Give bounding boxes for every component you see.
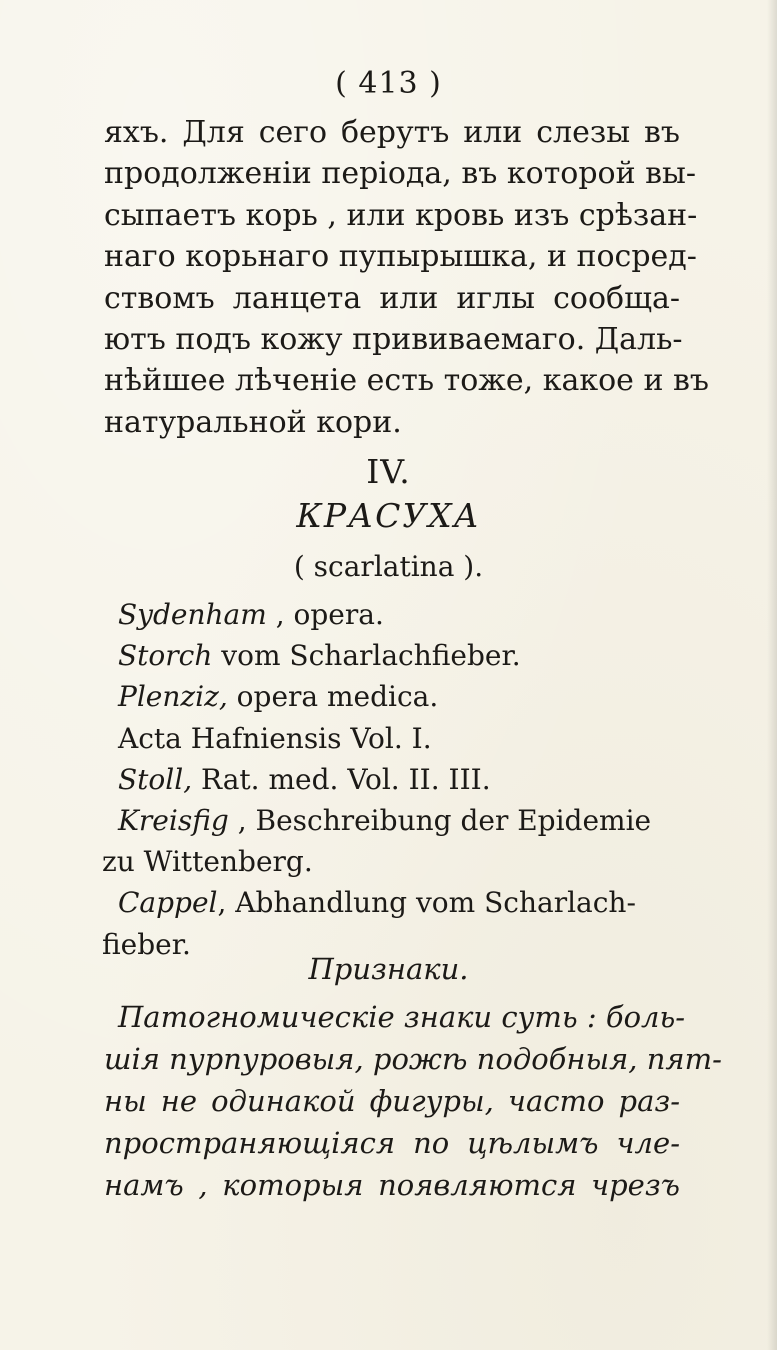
body-paragraph: [104, 112, 709, 443]
italic-line: ны не одинакой фигуры, часто раз-: [104, 1084, 680, 1118]
reference-text: zu Wittenberg.: [102, 845, 313, 879]
reference-item: [118, 718, 698, 759]
section-number: IV.: [366, 452, 411, 491]
latin-name: ( scarlatina ).: [293, 550, 484, 583]
italic-paragraph: [104, 996, 722, 1206]
page-number: ( 413 ): [335, 66, 442, 101]
text-line: продолженіи періода, въ которой вы-: [104, 156, 697, 192]
reference-author: Storch: [118, 639, 213, 673]
reference-author: Stoll,: [118, 762, 193, 796]
text-line: натуральной кори.: [104, 404, 402, 440]
reference-author: Sydenham: [118, 598, 267, 631]
reference-text: Rat. med. Vol. II. III.: [192, 762, 491, 796]
reference-item: [118, 676, 698, 717]
reference-text: opera medica.: [227, 680, 439, 714]
italic-line: пространяющіяся по цѣлымъ чле-: [104, 1126, 680, 1160]
reference-author: Plenziz,: [118, 680, 228, 714]
reference-text: , Beschreibung der Epidemie: [228, 803, 652, 837]
italic-line: намъ , которыя появляются чрезъ: [104, 1168, 680, 1202]
text-line: ствомъ ланцета или иглы сообща-: [104, 280, 680, 316]
reference-text: vom Scharlachfieber.: [212, 639, 521, 673]
text-line: ютъ подъ кожу прививаемаго. Даль-: [104, 321, 683, 357]
section-title: КРАСУХА: [296, 496, 481, 535]
text-line: яхъ. Для сего берутъ или слезы въ: [104, 115, 680, 150]
reference-text: fieber.: [102, 927, 191, 961]
italic-line: Патогномическіе знаки суть : боль-: [118, 1000, 686, 1034]
reference-item: [118, 759, 698, 800]
reference-author: Cappel: [118, 886, 218, 920]
reference-item: [118, 800, 698, 841]
page-edge-shadow: [767, 0, 777, 1350]
text-line: наго корьнаго пупырышка, и посред-: [104, 239, 697, 275]
reference-text: , Abhandlung vom Scharlach-: [217, 886, 636, 920]
subheading: Признаки.: [308, 952, 469, 986]
reference-author: Kreisfig: [118, 803, 229, 837]
reference-text: , opera.: [266, 598, 384, 631]
text-line: нѣйшее лѣченіе есть тоже, какое и въ: [104, 363, 709, 399]
reference-continuation: [102, 841, 698, 882]
reference-item: [118, 594, 698, 635]
references-list: [102, 594, 698, 965]
italic-line: шія пурпуровыя, рожѣ подобныя, пят-: [104, 1042, 722, 1076]
reference-item: [118, 635, 698, 676]
reference-item: [118, 882, 698, 923]
text-line: сыпаетъ корь , или кровь изъ срѣзан-: [104, 197, 698, 233]
reference-text: Acta Hafniensis Vol. I.: [118, 721, 432, 755]
